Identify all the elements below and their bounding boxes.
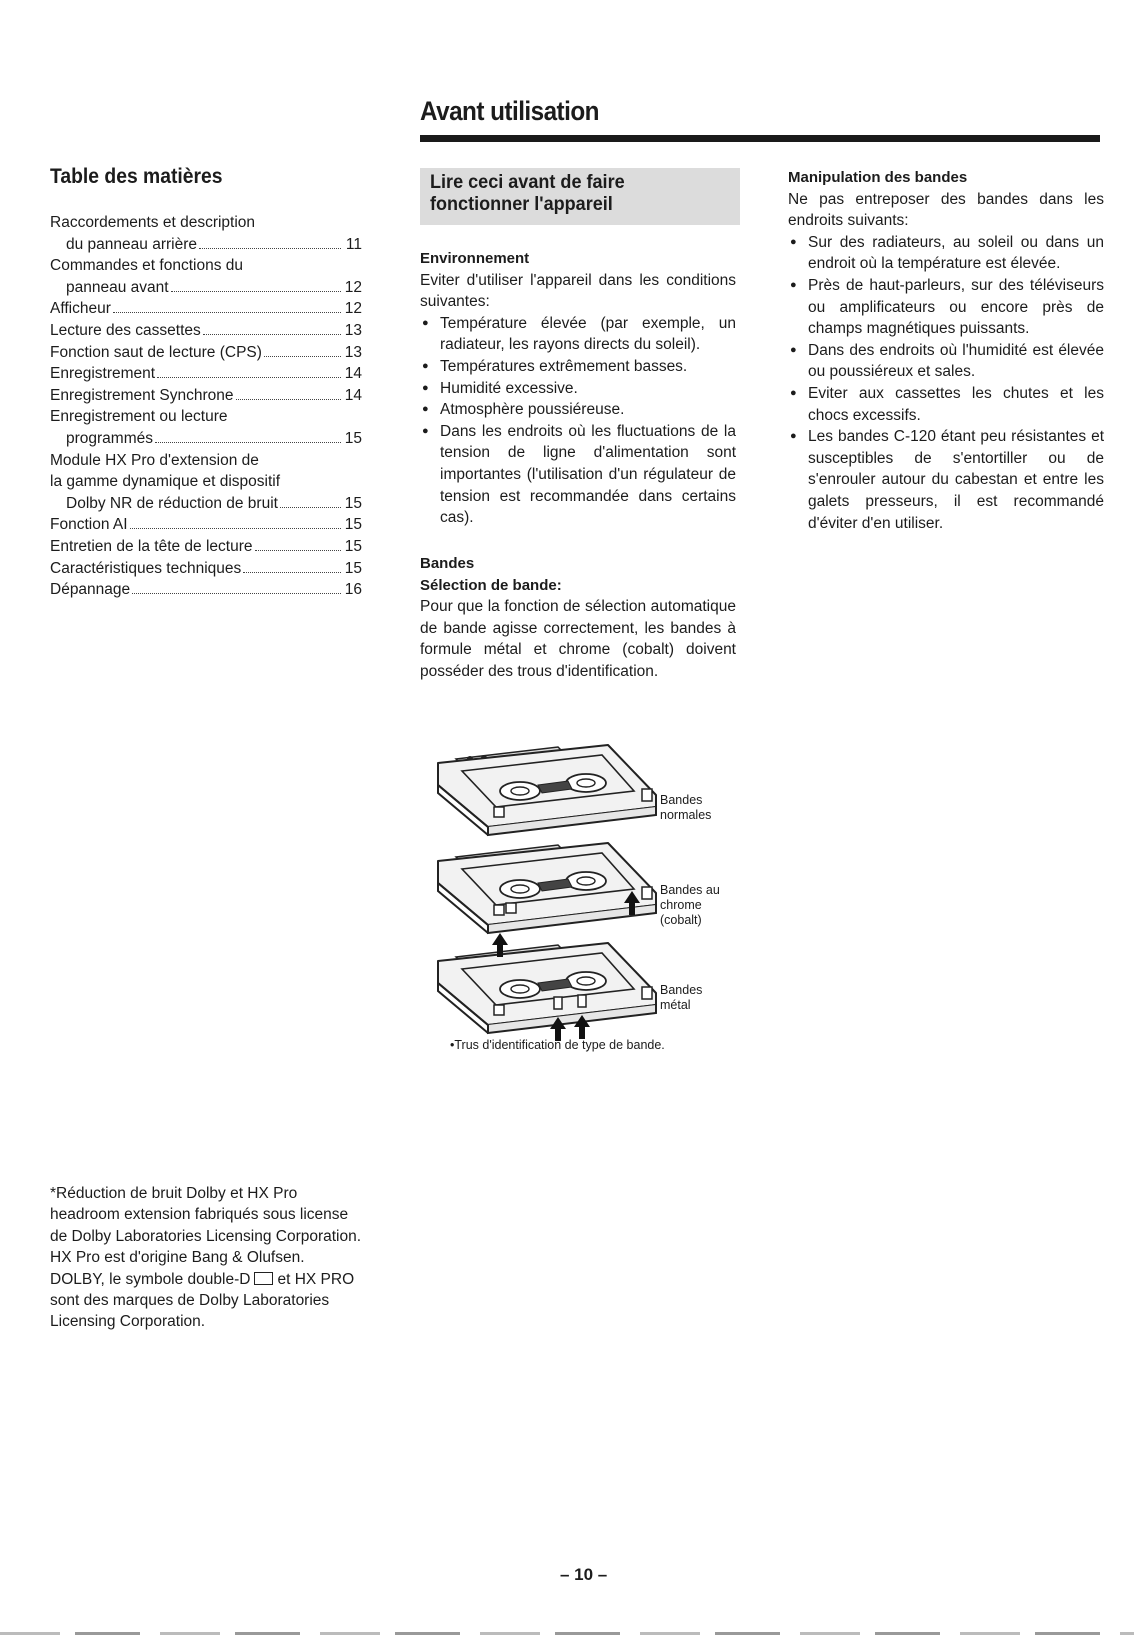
environment-intro: Eviter d'utiliser l'appareil dans les conditions suivantes: bbox=[420, 271, 736, 311]
table-of-contents bbox=[50, 212, 362, 601]
toc-entry-label: Lecture des cassettes bbox=[50, 321, 201, 339]
toc-entry-line: Enregistrement ou lecture bbox=[50, 408, 228, 426]
tapes-title: Bandes bbox=[420, 555, 475, 572]
footnote bbox=[50, 1183, 366, 1333]
toc-page-number: 12 bbox=[344, 278, 362, 296]
dolby-double-d-icon bbox=[254, 1272, 273, 1285]
toc-entry-label: programmés bbox=[66, 429, 153, 447]
toc-entry-row bbox=[50, 363, 362, 385]
toc-entry-label: Fonction AI bbox=[50, 516, 128, 534]
toc-entry bbox=[50, 255, 362, 298]
toc-entry-line: Module HX Pro d'extension de bbox=[50, 451, 259, 469]
toc-page-number: 15 bbox=[344, 429, 362, 447]
toc-entry-label: Enregistrement Synchrone bbox=[50, 386, 234, 404]
toc-entry bbox=[50, 558, 362, 580]
toc-title: Table des matières bbox=[50, 165, 223, 188]
toc-dot-leader bbox=[255, 550, 342, 551]
toc-entry-line: la gamme dynamique et dispositif bbox=[50, 473, 281, 491]
toc-entry-label: Caractéristiques techniques bbox=[50, 559, 242, 577]
toc-entry bbox=[50, 212, 362, 255]
toc-dot-leader bbox=[130, 528, 341, 529]
toc-entry bbox=[50, 450, 362, 515]
toc-dot-leader bbox=[203, 334, 341, 335]
figure-caption: •Trus d'identification de type de bande. bbox=[450, 1038, 665, 1052]
environment-title: Environnement bbox=[420, 250, 530, 267]
toc-entry-row bbox=[50, 579, 362, 601]
list-item: ● Atmosphère poussiéreuse. bbox=[420, 399, 736, 421]
list-item: ● Sur des radiateurs, au soleil ou dans un endroit où la température est élevée. bbox=[788, 232, 1104, 275]
handling-section bbox=[788, 167, 1104, 534]
toc-entry-line: Commandes et fonctions du bbox=[50, 257, 243, 275]
toc-entry-row bbox=[50, 234, 362, 256]
page-number: – 10 – bbox=[560, 1565, 608, 1584]
toc-page-number: 13 bbox=[344, 321, 362, 339]
environment-list bbox=[420, 313, 736, 529]
toc-dot-leader bbox=[155, 442, 341, 443]
list-item: ● Dans des endroits où l'humidité est élevée ou poussiéreux et sales. bbox=[788, 340, 1104, 383]
list-item: ● Les bandes C-120 étant peu résistantes et susceptibles de s'entortiller ou de s'enrouler autour du cabestan et entre les galets presseurs, il est recommandé d'éviter d'en utiliser. bbox=[788, 426, 1104, 534]
toc-page-number: 15 bbox=[344, 494, 362, 512]
toc-page-number: 14 bbox=[344, 365, 362, 383]
toc-entry-row bbox=[50, 428, 362, 450]
toc-entry-label: Entretien de la tête de lecture bbox=[50, 537, 253, 555]
toc-entry bbox=[50, 406, 362, 449]
toc-page-number: 16 bbox=[344, 581, 362, 599]
toc-page-number: 15 bbox=[344, 537, 362, 555]
toc-entry bbox=[50, 579, 362, 601]
toc-entry-line: Raccordements et description bbox=[50, 214, 256, 231]
footnote-trademarks-end: et HX PRO sont des marques de Dolby Laboratories Licensing Corporation. bbox=[50, 1270, 355, 1331]
toc-dot-leader bbox=[243, 572, 341, 573]
toc-dot-leader bbox=[113, 312, 341, 313]
toc-page-number: 15 bbox=[344, 516, 362, 534]
toc-entry bbox=[50, 514, 362, 536]
footnote-dolby-license: *Réduction de bruit Dolby et HX Pro headroom extension fabriqués sous license de Dolby Laboratories Licensing Corporation. HX Pro est d'origine Bang & Olufsen. bbox=[50, 1185, 362, 1267]
tapes-text: Pour que la fonction de sélection automatique de bande agisse correctement, les bandes à formule métal et chrome (cobalt) doivent posséder des trous d'identification. bbox=[420, 598, 736, 680]
toc-entry-label: panneau avant bbox=[66, 278, 169, 296]
toc-dot-leader bbox=[264, 356, 341, 357]
toc-page-number: 14 bbox=[344, 386, 362, 404]
toc-entry-row bbox=[50, 342, 362, 364]
toc-page-number: 12 bbox=[344, 300, 362, 318]
toc-dot-leader bbox=[171, 291, 341, 292]
scan-edge bbox=[0, 1632, 1134, 1635]
label-normal-tapes: Bandes normales bbox=[660, 793, 712, 822]
label-metal-tapes: Bandes métal bbox=[660, 983, 703, 1012]
toc-entry bbox=[50, 320, 362, 342]
toc-entry bbox=[50, 342, 362, 364]
toc-entry-row bbox=[50, 385, 362, 407]
list-item: ● Température élevée (par exemple, un radiateur, les rayons directs du soleil). bbox=[420, 313, 736, 356]
toc-dot-leader bbox=[280, 507, 341, 508]
toc-entry-label: Enregistrement bbox=[50, 365, 156, 383]
toc-dot-leader bbox=[199, 248, 341, 249]
toc-entry-label: Dolby NR de réduction de bruit bbox=[66, 494, 278, 512]
toc-entry bbox=[50, 298, 362, 320]
toc-page-number: 13 bbox=[344, 343, 362, 361]
toc-dot-leader bbox=[236, 399, 341, 400]
toc-entry-row bbox=[50, 277, 362, 299]
footnote-trademarks bbox=[50, 1269, 366, 1333]
handling-title: Manipulation des bandes bbox=[788, 169, 968, 186]
list-item: ● Eviter aux cassettes les chutes et les chocs excessifs. bbox=[788, 383, 1104, 426]
toc-entry-label: Fonction saut de lecture (CPS) bbox=[50, 343, 262, 361]
title-rule bbox=[420, 135, 1100, 142]
tapes-subtitle: Sélection de bande: bbox=[420, 576, 562, 594]
toc-entry-row bbox=[50, 298, 362, 320]
environment-section bbox=[420, 248, 736, 529]
handling-list bbox=[788, 232, 1104, 534]
toc-page-number: 15 bbox=[344, 559, 362, 577]
toc-entry-label: du panneau arrière bbox=[66, 235, 197, 253]
list-item: ● Près de haut-parleurs, sur des téléviseurs ou amplificateurs ou encore près de champs magnétiques puissants. bbox=[788, 275, 1104, 340]
toc-entry bbox=[50, 363, 362, 385]
toc-dot-leader bbox=[132, 593, 341, 594]
toc-entry-row bbox=[50, 558, 362, 580]
list-item: ● Humidité excessive. bbox=[420, 378, 736, 400]
toc-entry-row bbox=[50, 493, 362, 515]
tapes-section bbox=[420, 553, 736, 683]
toc-page-number: 11 bbox=[345, 235, 362, 253]
toc-entry-label: Dépannage bbox=[50, 581, 131, 599]
toc-dot-leader bbox=[157, 377, 341, 378]
footnote-trademarks-start: DOLBY, le symbole double-D bbox=[50, 1270, 251, 1288]
list-item: ● Dans les endroits où les fluctuations de la tension de ligne d'alimentation sont importantes (l'utilisation d'un régulateur de tension est recommandée dans certains cas). bbox=[420, 421, 736, 529]
toc-entry-row bbox=[50, 536, 362, 558]
cassette-figure bbox=[418, 735, 758, 1047]
toc-entry-row bbox=[50, 320, 362, 342]
toc-entry-label: Afficheur bbox=[50, 300, 111, 318]
page-title: Avant utilisation bbox=[420, 96, 599, 126]
toc-entry-row bbox=[50, 514, 362, 536]
toc-entry bbox=[50, 385, 362, 407]
handling-intro: Ne pas entreposer des bandes dans les endroits suivants: bbox=[788, 190, 1104, 230]
label-chrome-tapes: Bandes au chrome (cobalt) bbox=[660, 883, 720, 927]
notice-heading-box bbox=[420, 168, 740, 225]
list-item: ● Températures extrêmement basses. bbox=[420, 356, 736, 378]
toc-entry bbox=[50, 536, 362, 558]
notice-heading: Lire ceci avant de faire fonctionner l'appareil bbox=[430, 172, 625, 215]
